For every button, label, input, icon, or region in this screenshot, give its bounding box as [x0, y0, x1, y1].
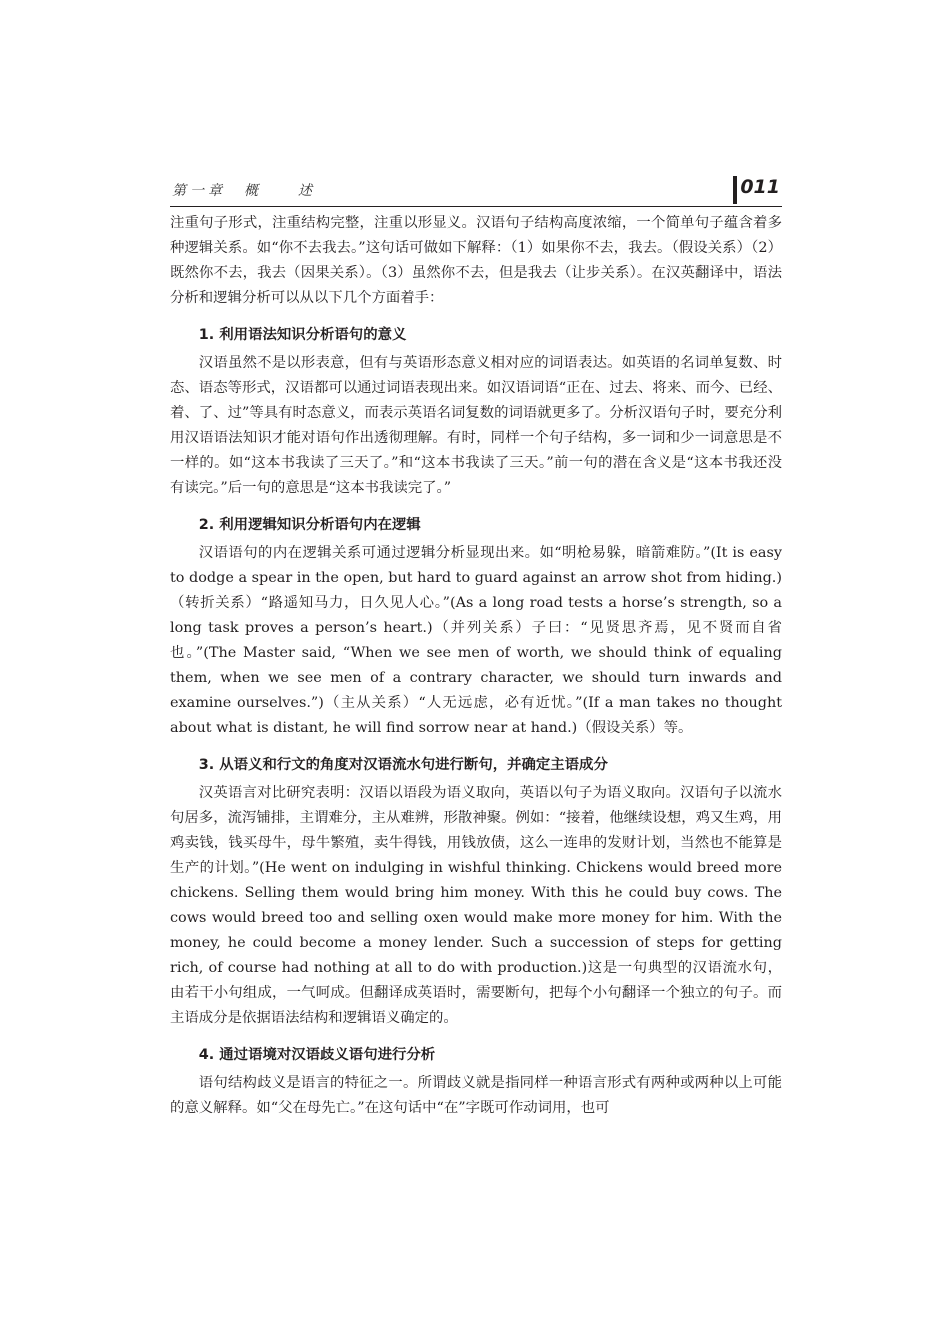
page-number: 011 [740, 176, 780, 198]
running-head [170, 176, 782, 204]
chapter-title: 第一章 概 述 [172, 183, 316, 199]
section-heading-2: 2. 利用逻辑知识分析语句内在逻辑 [198, 517, 421, 533]
section-paragraph-1: 汉语虽然不是以形表意，但有与英语形态意义相对应的词语表达。如英语的名词单复数、时态、语态等形式，汉语都可以通过词语表现出来。如汉语词语“正在、过去、将来、而今、已经、着、了、过”等具有时态意义，而表示英语名词复数的词语就更多了。分析汉语句子时，要充分利用汉语语法知识才能对语句作出透彻理解。有时，同样一个句子结构，多一词和少一词意思是不一样的。如“这本书我读了三天了。”和“这本书我读了三天。”前一句的潜在含义是“这本书我还没有读完。”后一句的意思是“这本书我读完了。” [170, 355, 782, 496]
section-heading-1: 1. 利用语法知识分析语句的意义 [198, 327, 407, 343]
intro-paragraph: 注重句子形式，注重结构完整，注重以形显义。汉语句子结构高度浓缩，一个简单句子蕴含着多种逻辑关系。如“你不去我去。”这句话可做如下解释：（1）如果你不去，我去。（假设关系）（2）既然你不去，我去（因果关系）。（3）虽然你不去，但是我去（让步关系）。在汉英翻译中，语法分析和逻辑分析可以从以下几个方面着手： [170, 215, 782, 306]
section-paragraph-4: 语句结构歧义是语言的特征之一。所谓歧义就是指同样一种语言形式有两种或两种以上可能的意义解释。如“父在母先亡。”在这句话中“在”字既可作动词用，也可 [170, 1075, 782, 1116]
section-heading-4: 4. 通过语境对汉语歧义语句进行分析 [198, 1047, 436, 1063]
header-rule [170, 206, 782, 207]
section-heading-3: 3. 从语义和行文的角度对汉语流水句进行断句，并确定主语成分 [198, 757, 608, 773]
section-paragraph-3: 汉英语言对比研究表明：汉语以语段为语义取向，英语以句子为语义取向。汉语句子以流水句居多，流泻铺排，主谓难分，主从难辨，形散神聚。例如：“接着，他继续设想，鸡又生鸡，用鸡卖钱，钱买母牛，母牛繁殖，卖牛得钱，用钱放债，这么一连串的发财计划，当然也不能算是生产的计划。”(He went on indulging in wishful thinking. Chickens would breed more chickens. Selling them would bring him money. With this he could buy cows. The cows would breed too and selling oxen would make more money for him. With the money, he could become a money lender. Such a succession of steps for getting rich, of course had nothing at all to do with production.)这是一句典型的汉语流水句，由若干小句组成，一气呵成。但翻译成英语时，需要断句，把每个小句翻译一个独立的句子。而主语成分是依据语法结构和逻辑语义确定的。 [170, 785, 782, 1026]
body-text [170, 211, 782, 1121]
section-paragraph-2: 汉语语句的内在逻辑关系可通过逻辑分析显现出来。如“明枪易躲，暗箭难防。”(It is easy to dodge a spear in the open, but hard to guard against an arrow shot from hiding.)（转折关系）“路遥知马力，日久见人心。”(As a long road tests a horse’s strength, so a long task proves a person’s heart.)（并列关系）子曰：“见贤思齐焉，见不贤而自省也。”(The Master said, “When we see men of worth, we should think of equaling them, when we see men of a contrary character, we should turn inwards and examine ourselves.”)（主从关系）“人无远虑，必有近忧。”(If a man takes no thought about what is distant, he will find sorrow near at hand.)（假设关系）等。 [170, 545, 782, 736]
header-bar-divider [733, 176, 737, 204]
